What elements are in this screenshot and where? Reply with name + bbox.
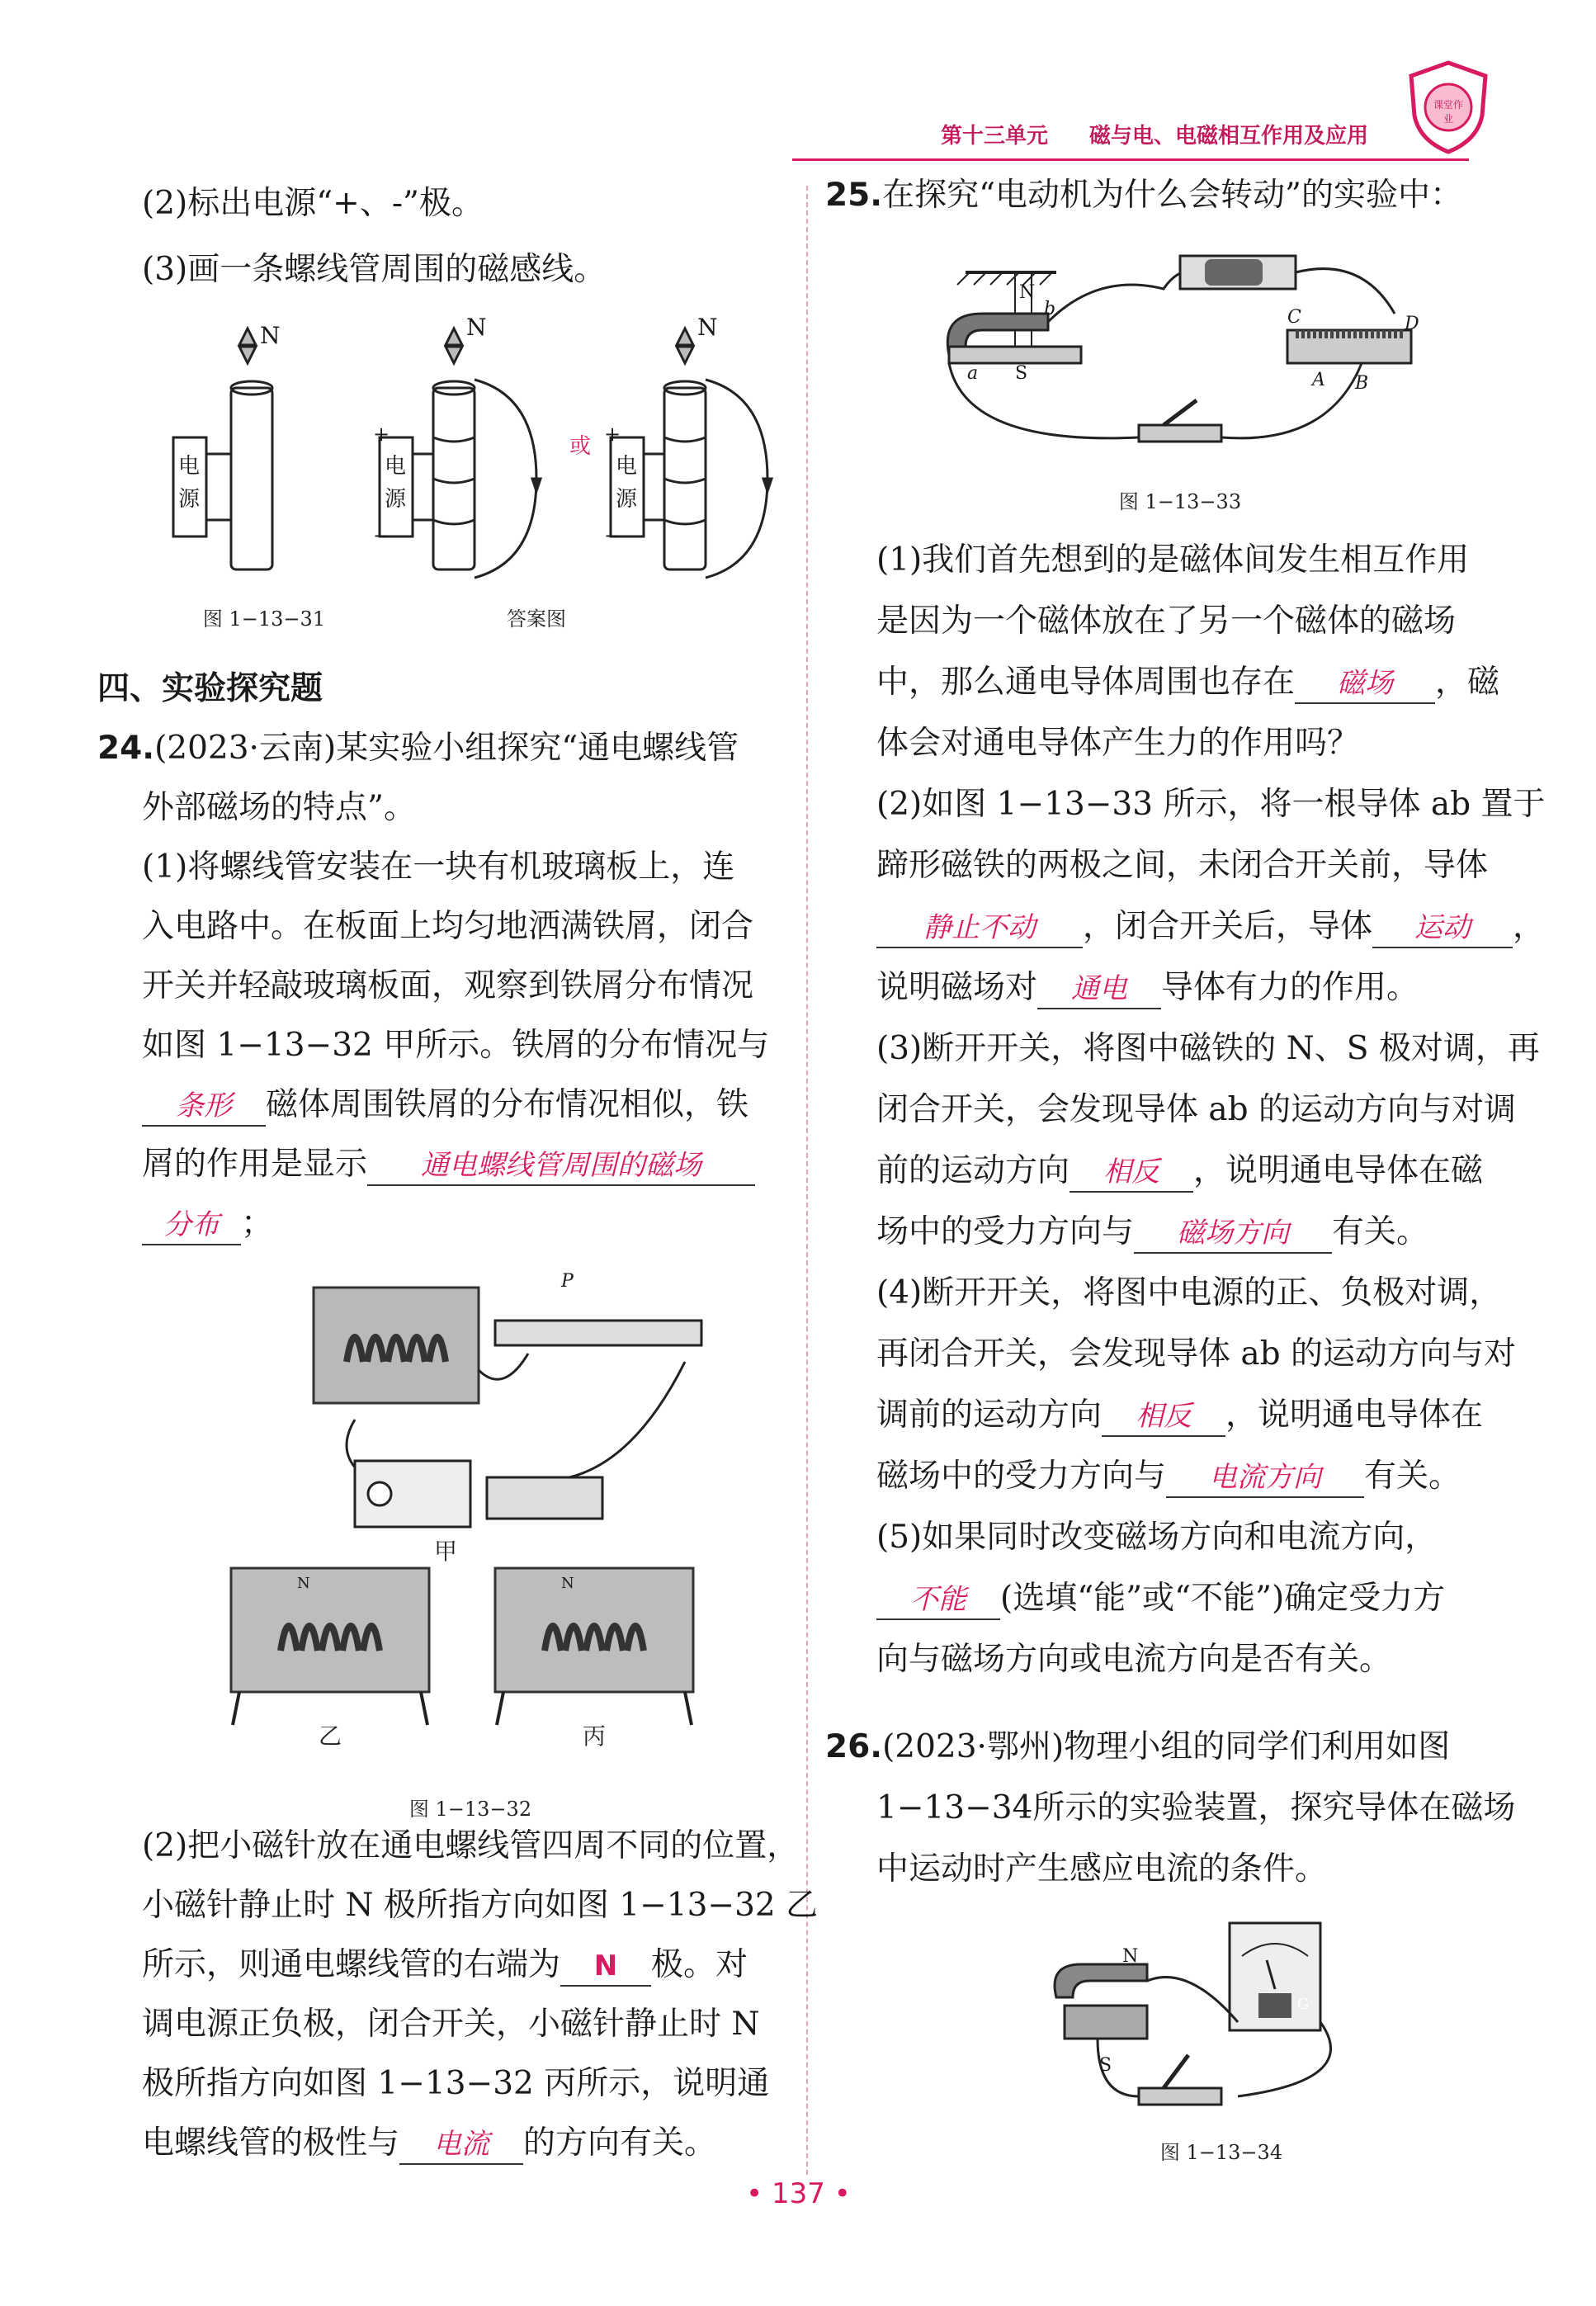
q25-p2-line2: 蹄形磁铁的两极之间，未闭合开关前，导体 (876, 847, 1489, 884)
q24-p1-line6 (142, 1142, 755, 1187)
q24-stem-line2: 外部磁场的特点”。 (142, 789, 416, 826)
q25-p2-line3 (876, 905, 1545, 949)
q26-source: (2023·鄂州) (882, 1728, 1065, 1765)
logo-text: 课堂作业 (1433, 99, 1463, 125)
q24-stem-line1 (97, 726, 739, 771)
fig34-caption: 图 1−13−34 (1159, 2141, 1283, 2164)
fig32-n-label-bing: N (561, 1575, 574, 1592)
q25-p4-line1: (4)断开开关，将图中电源的正、负极对调， (876, 1274, 1502, 1311)
q25-p3-line1: (3)断开开关，将图中磁铁的 N、S 极对调，再 (876, 1030, 1540, 1067)
q24-p1-line2: 入电路中。在板面上均匀地洒满铁屑，闭合 (142, 908, 754, 945)
induction-figure (1048, 1915, 1395, 2113)
answer-blank-4[interactable]: 电流 (399, 2125, 523, 2165)
figure-1-13-33 (933, 239, 1444, 520)
source-label-3: 电源 (616, 454, 638, 512)
q25-p5-line2 (876, 1576, 1445, 1621)
source-label-1: 电源 (178, 454, 201, 512)
north-label-3: N (697, 314, 718, 341)
fig34-s-label: S (1099, 2055, 1112, 2076)
unit-label: 第十三单元 (941, 124, 1049, 149)
fig32-caption: 图 1−13−32 (408, 1798, 532, 1821)
q24-p1-line4: 如图 1−13−32 甲所示。铁屑的分布情况与 (142, 1027, 770, 1064)
fig33-caption: 图 1−13−33 (1118, 490, 1242, 513)
figure-1-13-31 (157, 314, 800, 644)
q26-line1 (825, 1725, 1450, 1770)
fig32-n-label-yi: N (297, 1575, 310, 1592)
north-label-2: N (466, 314, 487, 341)
q25-p4-line4 (876, 1454, 1461, 1499)
fig32-label-jia: 甲 (433, 1538, 457, 1565)
q23-part3: (3)画一条螺线管周围的磁感线。 (142, 251, 607, 288)
q24-p2-line2: 小磁针静止时 N 极所指方向如图 1−13−32 乙 (142, 1887, 819, 1924)
q25-p2-line4 (876, 966, 1419, 1010)
q24-number: 24. (97, 730, 155, 767)
q24-p2-line3a: 所示，则通电螺线管的右端为 (142, 1946, 561, 1983)
q25-stem (825, 173, 1462, 218)
q26-number: 26. (825, 1728, 883, 1765)
q25-p4-line3 (876, 1393, 1483, 1438)
q24-p2-line3b: 极。对 (651, 1946, 748, 1983)
q25-p1-line3b: ，磁 (1435, 664, 1500, 701)
answer-blank-3[interactable]: N (560, 1947, 651, 1987)
q25-p2-line1: (2)如图 1−13−33 所示，将一根导体 ab 置于 (876, 786, 1546, 823)
header-rule (792, 158, 1469, 161)
q25-number: 25. (825, 177, 883, 214)
q25-p3-line3a: 前的运动方向 (876, 1152, 1070, 1189)
q24-stem1: 某实验小组探究“通电螺线管 (336, 730, 739, 767)
q25-p3-line2: 闭合开关，会发现导体 ab 的运动方向与对调 (876, 1091, 1517, 1128)
q25-p3-line3 (876, 1149, 1483, 1193)
q24-p2-line6a: 电螺线管的极性与 (142, 2124, 400, 2162)
q25-p1-line3a: 中，那么通电导体周围也存在 (876, 664, 1296, 701)
q25-p1-line1: (1)我们首先想到的是磁体间发生相互作用 (876, 541, 1470, 579)
q25-p2-line4b: 导体有力的作用。 (1161, 969, 1419, 1006)
q24-source: (2023·云南) (154, 730, 337, 767)
fig33-label-a-upper: A (1312, 370, 1325, 390)
q25-p1-line4: 体会对通电导体产生力的作用吗？ (876, 725, 1360, 762)
chapter-title: 磁与电、电磁相互作用及应用 (1089, 124, 1369, 149)
q26-line1-text: 物理小组的同学们利用如图 (1064, 1728, 1451, 1765)
column-divider (806, 186, 808, 2175)
page-dot-right: • (833, 2177, 851, 2210)
q25-p5-line2b: (选填“能”或“不能”)确定受力方 (1000, 1580, 1446, 1617)
q24-p2-line4: 调电源正负极，闭合开关，小磁针静止时 N (142, 2006, 760, 2043)
q24-p1-line6a: 屑的作用是显示 (142, 1146, 368, 1183)
fig32-bing (495, 1568, 693, 1725)
q25-p3-line4b: 有关。 (1332, 1213, 1429, 1250)
solenoid-diagrams (157, 314, 800, 586)
figure-1-13-34 (1048, 1915, 1395, 2171)
q24-p2-line3 (142, 1943, 748, 1987)
q25-p1-line2: 是因为一个磁体放在了另一个磁体的磁场 (876, 602, 1457, 640)
q24-p2-line5: 极所指方向如图 1−13−32 丙所示，说明通 (142, 2065, 770, 2102)
answer-blank-2b[interactable]: 分布 (142, 1206, 241, 1245)
fig33-label-d: D (1405, 314, 1419, 334)
fig32-yi (231, 1568, 429, 1725)
fig34-n-label: N (1122, 1946, 1139, 1967)
answer-blank-11[interactable]: 相反 (1102, 1397, 1225, 1437)
q24-p1-line5b: 磁体周围铁屑的分布情况相似，铁 (266, 1086, 749, 1123)
answer-blank-8[interactable]: 通电 (1037, 970, 1161, 1009)
answer-blank-1[interactable]: 条形 (142, 1087, 266, 1127)
minus-sign-2: − (604, 524, 621, 547)
fig33-label-n: N (1019, 282, 1036, 303)
rheostat-p-label: P (561, 1271, 574, 1292)
q25-p2-line4a: 说明磁场对 (876, 969, 1038, 1006)
figure-1-13-32 (223, 1271, 734, 1821)
plus-sign-2: + (604, 423, 621, 446)
section-title: 四、实验探究题 (97, 670, 323, 707)
q24-p1-line7b: ； (241, 1205, 274, 1242)
answer-blank-6[interactable]: 静止不动 (876, 909, 1083, 948)
q26-line2: 1−13−34所示的实验装置，探究导体在磁场 (876, 1789, 1516, 1826)
fig32-label-bing: 丙 (582, 1722, 606, 1750)
fig32-label-yi: 乙 (318, 1722, 342, 1750)
minus-sign-1: − (373, 524, 390, 547)
page-number (726, 2177, 871, 2210)
iron-filings-figure (223, 1271, 734, 1733)
q25-p5-line1: (5)如果同时改变磁场方向和电流方向， (876, 1519, 1438, 1556)
q24-p1-line5 (142, 1083, 748, 1127)
fig33-label-b-upper: B (1355, 373, 1369, 394)
q25-p3-line4a: 场中的受力方向与 (876, 1213, 1135, 1250)
fig32-jia (314, 1288, 701, 1527)
motor-experiment-figure (933, 239, 1444, 454)
fig33-label-a: a (967, 363, 979, 384)
solenoid-original (173, 328, 272, 569)
source-label-2: 电源 (385, 454, 407, 512)
q24-p2-line1: (2)把小磁针放在通电螺线管四周不同的位置， (142, 1827, 800, 1864)
logo-badge (1403, 58, 1494, 157)
q23-part2: (2)标出电源“+、-”极。 (142, 185, 484, 222)
page-dot-left: • (746, 2177, 763, 2210)
answer-blank-9[interactable]: 相反 (1070, 1153, 1193, 1193)
answer-blank-13[interactable]: 不能 (876, 1581, 1000, 1620)
q25-p4-line4a: 磁场中的受力方向与 (876, 1458, 1167, 1495)
q25-stem-text: 在探究“电动机为什么会转动”的实验中： (882, 177, 1462, 214)
q24-p2-line6 (142, 2121, 716, 2166)
q25-p2-line3b: ，闭合开关后，导体 (1083, 908, 1373, 945)
q25-p1-line3 (876, 660, 1499, 705)
q25-p4-line3a: 调前的运动方向 (876, 1396, 1103, 1434)
q24-p1-line3: 开关并轻敲玻璃板面，观察到铁屑分布情况 (142, 967, 754, 1004)
answer-blank-5[interactable]: 磁场 (1295, 664, 1435, 704)
q25-p4-line3b: ，说明通电导体在 (1225, 1396, 1484, 1434)
fig33-label-b: b (1044, 299, 1056, 319)
q25-p5-line3: 向与磁场方向或电流方向是否有关。 (876, 1641, 1392, 1678)
q24-p1-line7 (142, 1202, 273, 1246)
q25-p3-line4 (876, 1210, 1428, 1255)
plus-sign-1: + (373, 423, 390, 446)
q25-p2-line3c: ， (1513, 908, 1546, 945)
q24-p2-line6b: 的方向有关。 (523, 2124, 717, 2162)
answer-blank-7[interactable]: 运动 (1372, 909, 1513, 948)
fig33-label-c: C (1287, 307, 1301, 328)
fig33-label-s: S (1015, 363, 1028, 384)
q25-p3-line3b: ，说明通电导体在磁 (1193, 1152, 1484, 1189)
fig34-g-label: G (1297, 1996, 1310, 2013)
q24-p1-line1: (1)将螺线管安装在一块有机玻璃板上，连 (142, 848, 735, 886)
north-label-1: N (260, 322, 281, 349)
page-number-value: 137 (772, 2177, 825, 2210)
answer-blank-10[interactable]: 磁场方向 (1134, 1214, 1332, 1254)
q25-p4-line4b: 有关。 (1364, 1458, 1461, 1495)
answer-blank-2a[interactable]: 通电螺线管周围的磁场 (367, 1146, 755, 1186)
fig31-caption: 图 1−13−31 (202, 607, 326, 631)
q25-p4-line2: 再闭合开关，会发现导体 ab 的运动方向与对 (876, 1335, 1517, 1373)
fig31-answer-caption: 答案图 (507, 607, 566, 631)
answer-blank-12[interactable]: 电流方向 (1166, 1458, 1364, 1498)
q26-line3: 中运动时产生感应电流的条件。 (876, 1850, 1328, 1888)
or-label: 或 (569, 434, 592, 459)
